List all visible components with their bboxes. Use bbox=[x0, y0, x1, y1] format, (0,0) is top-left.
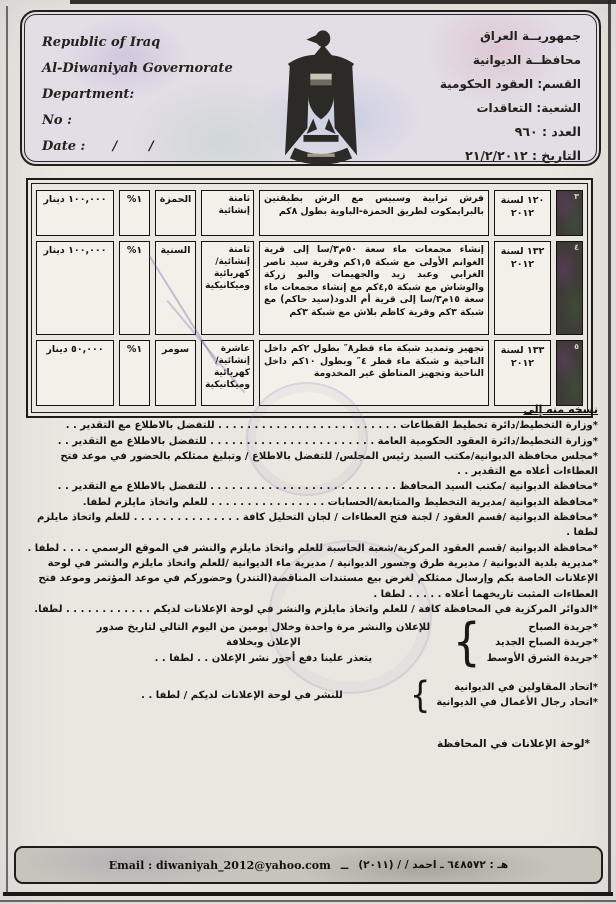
tender-number-cell: ١٣٣ لسنة ٢٠١٢ bbox=[494, 340, 551, 406]
serial-number: ٤ bbox=[574, 243, 579, 252]
curly-brace-icon: { bbox=[409, 672, 431, 717]
amount-cell: ١٠٠,٠٠٠ دينار bbox=[36, 241, 114, 335]
department-en: Department: bbox=[42, 87, 135, 102]
distribution-item: *مديرية بلدية الديوانية / مديرية طرق وجسور الديوانية / مديرية ماء الديوانية /للعلم واتخاذ مايلزم والنشر في لوحة الإعلانات الخاصة بكم وإرسال ممثلكم لغرض بيع مستندات المناقصة(التندر) وحضوركم في موعد المؤتمر وموعد فتح العطاءات المثبت تاريخهما أعلاه . . . . . لطفا . bbox=[38, 557, 598, 600]
distribution-item: *محافظة الديوانية /قسم العقود / لجنة فتح العطاءات / لجان التحليل كافة . . . . . . . . . . . . . . . للعلم واتخاذ مايلزم لطفا . bbox=[36, 512, 598, 539]
newspaper-item: *جريدة الشرق الأوسط bbox=[486, 652, 598, 664]
serial-cell bbox=[556, 340, 583, 406]
iraq-eagle-emblem-icon bbox=[277, 25, 365, 171]
serial-cell bbox=[556, 190, 583, 236]
union-item: *اتحاد المقاولين في الديوانية bbox=[454, 682, 598, 694]
percent-cell: ١% bbox=[119, 241, 150, 335]
amount-cell: ٥٠,٠٠٠ دينار bbox=[36, 340, 114, 406]
scan-edge-left bbox=[6, 6, 8, 894]
scan-edge-right bbox=[608, 0, 611, 896]
scan-edge-bottom bbox=[3, 892, 613, 896]
email-address: Email : diwaniyah_2012@yahoo.com bbox=[108, 858, 331, 872]
governorate-en: Al-Diwaniyah Governorate bbox=[42, 61, 233, 76]
description-cell: فرش ترابية وسبيس مع الرش بطبقتين بالبرايمكوت لطريق الحمزة-الباوية بطول ٨كم bbox=[259, 190, 489, 236]
location-cell: سومر bbox=[155, 340, 196, 406]
union-names bbox=[436, 680, 598, 711]
curly-brace-icon: { bbox=[452, 613, 481, 673]
distribution-item: *الدوائر المركزية في المحافظة كافة / للعلم واتخاذ مايلزم والنشر في لوحة الإعلانات لديكم . . . . . . . . . . . . لطفا. bbox=[34, 603, 598, 615]
tender-number-cell: ١٣٢ لسنة ٢٠١٢ bbox=[494, 241, 551, 335]
no-en: No : bbox=[42, 113, 72, 128]
description-cell: تجهيز وتمديد شبكة ماء قطر٨″ بطول ٢كم داخل الناحية و شبكة ماء قطر ٤″ وبطول ١٠كم داخل الناحية وتجهيز المناطق غير المخدومة bbox=[259, 340, 489, 406]
bulletin-board-item: *لوحة الإعلانات في المحافظة bbox=[437, 737, 590, 750]
location-cell: الحمزة bbox=[155, 190, 196, 236]
country-ar: جمهوريــة العراق bbox=[480, 29, 581, 43]
distribution-item: *وزارة التخطيط/دائرة تخطيط القطاعات . . . . . . . . . . . . . . . . . . . . . . . . . للتفضل بالاطلاع مع التقدير . . bbox=[65, 420, 598, 432]
newspapers-note bbox=[20, 620, 447, 666]
classification-cell: ثامنة إنشائية bbox=[201, 190, 254, 236]
newspaper-item: *جريدة الصباح الجديد bbox=[495, 637, 598, 649]
letterhead-arabic bbox=[440, 24, 581, 168]
classification-cell: عاشرة إنشائية/ كهربائية وميكانيكية bbox=[201, 340, 254, 406]
country-en: Republic of Iraq bbox=[42, 35, 161, 50]
phone-line: هـ : ٦٤٨٥٧٢ ـ احمد / / (٢٠١١) bbox=[358, 859, 509, 871]
distribution-item: *محافظة الديوانية /مديرية التخطيط والمتابعة/الحسابات . . . . . . . . . . . . . . . . للعلم واتخاذ مايلزم لطفا. bbox=[82, 496, 598, 508]
letterhead-english bbox=[42, 30, 233, 160]
scan-edge-bottom-thin bbox=[0, 900, 616, 902]
newspapers-note-line2: يتعذر علينا دفع أجور نشر الإعلان . . لطفا . . bbox=[154, 652, 373, 664]
table-row bbox=[36, 340, 583, 406]
newspapers-note-line1: للإعلان والنشر مرة واحدة وخلال يومين من اليوم التالي لتاريخ صدور الإعلان وبخلافة bbox=[96, 622, 431, 649]
amount-cell: ١٠٠,٠٠٠ دينار bbox=[36, 190, 114, 236]
description-cell: إنشاء مجمعات ماء سعة ٥٠م٣/سا إلى قرية الغوانم الأولى مع شبكة ١,٥كم وقرية سيد ناصر الغرابي وعبد زيد والجهيمات والبو زركة والوشاش مع شبكة ٤,٥كم مع إنشاء مجمعات ماء سعة ١٥م٣/سا إلى قرية أم الدود(سيد حاكم) مع شبكة ٣كم وقرية كاظم بلاش مع شبكة ٣كم bbox=[259, 241, 489, 335]
unions-group bbox=[20, 672, 598, 717]
serial-number: ٣ bbox=[574, 192, 579, 201]
letterhead-box bbox=[20, 10, 601, 166]
unions-note: للنشر في لوحة الإعلانات لديكم / لطفا . . bbox=[141, 689, 343, 701]
date-en: Date : / / bbox=[42, 139, 154, 154]
governorate-ar: محافظــة الديوانية bbox=[472, 53, 581, 67]
ref-number: العدد : ٩٦٠ bbox=[514, 124, 581, 139]
location-cell: السنية bbox=[155, 241, 196, 335]
distribution-item: *وزارة التخطيط/دائرة العقود الحكومية العامة . . . . . . . . . . . . . . . . . . . . . . . للتفضل بالاطلاع مع التقدير . . bbox=[57, 435, 598, 447]
tender-number-cell: ١٢٠ لسنة ٢٠١٢ bbox=[494, 190, 551, 236]
dash-separator: ــ bbox=[340, 858, 349, 872]
serial-cell bbox=[556, 241, 583, 335]
footer-contact-bar bbox=[14, 846, 603, 884]
newspaper-names bbox=[487, 620, 598, 666]
distribution-item: *محافظة الديوانية /قسم العقود المركزية/شعبة الحاسبة للعلم واتخاذ مايلزم والنشر في الموقع الرسمي . . . . لطفا . bbox=[27, 542, 598, 554]
distribution-item: *مجلس محافظة الديوانية/مكتب السيد رئيس المجلس/ للتفضل بالاطلاع / وتبليغ ممثلكم بالحضور في موعد فتح العطاءات أعلاه مع التقدير . . bbox=[60, 450, 598, 478]
table-row bbox=[36, 190, 583, 236]
classification-cell: ثامنة إنشائية/ كهربائية وميكانيكية bbox=[201, 241, 254, 335]
percent-cell: ١% bbox=[119, 190, 150, 236]
scan-edge-top bbox=[70, 0, 616, 4]
table-row bbox=[36, 241, 583, 335]
distribution-list bbox=[20, 402, 598, 752]
distribution-heading: نسخه منه إلى bbox=[523, 403, 598, 416]
ref-date: التاريخ : ٢١/٢/٢٠١٢ bbox=[465, 148, 581, 163]
serial-number: ٥ bbox=[574, 342, 579, 351]
department-ar: القسم: العقود الحكومية bbox=[439, 77, 581, 91]
newspaper-item: *جريدة الصباح bbox=[528, 622, 598, 634]
percent-cell: ١% bbox=[119, 340, 150, 406]
tenders-table-inner bbox=[31, 183, 588, 413]
distribution-item: *محافظة الديوانية /مكتب السيد المحافظ . . . . . . . . . . . . . . . . . . . . . . . . . . للتفضل بالاطلاع مع التقدير . . bbox=[57, 481, 598, 493]
union-item: *اتحاد رجال الأعمال في الديوانية bbox=[436, 697, 598, 709]
division-ar: الشعبة: التعاقدات bbox=[476, 101, 581, 115]
tenders-table bbox=[26, 178, 593, 418]
newspapers-group bbox=[20, 613, 598, 673]
